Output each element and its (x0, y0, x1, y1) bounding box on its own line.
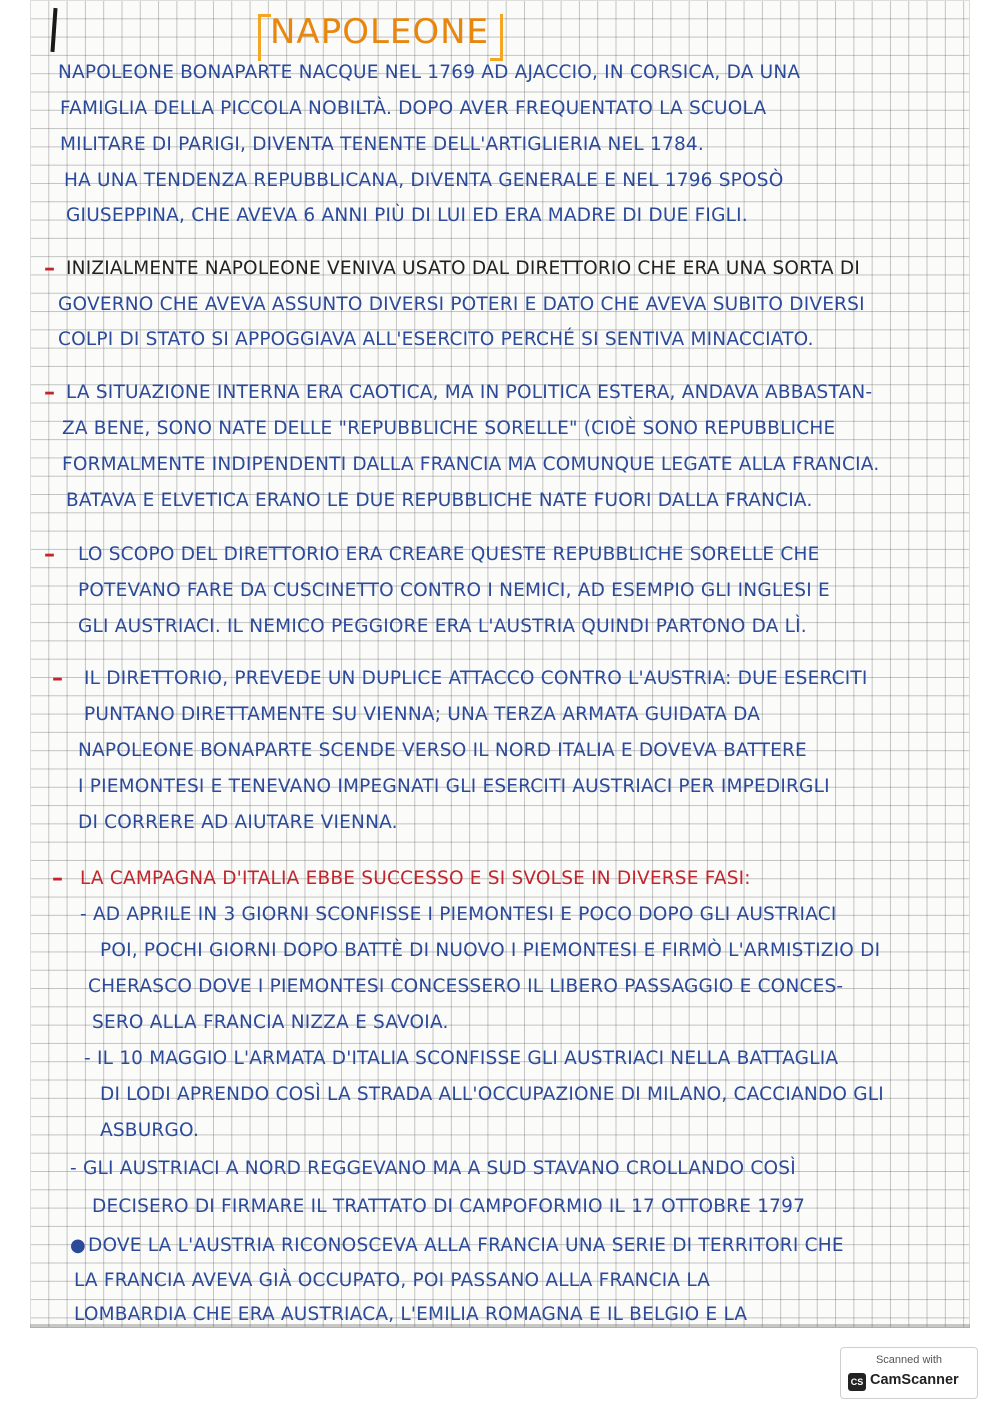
text-line: GIUSEPPINA, CHE AVEVA 6 ANNI PIÙ DI LUI ED ERA MADRE DI DUE FIGLI. (66, 205, 748, 226)
text-line: DECISERO DI FIRMARE IL TRATTATO DI CAMPOFORMIO IL 17 OTTOBRE 1797 (92, 1196, 806, 1217)
page-title: NAPOLEONE (270, 12, 490, 52)
text-line: DI LODI APRENDO COSÌ LA STRADA ALL'OCCUPAZIONE DI MILANO, CACCIANDO GLI (100, 1084, 884, 1105)
text-line: GOVERNO CHE AVEVA ASSUNTO DIVERSI POTERI E DATO CHE AVEVA SUBITO DIVERSI (58, 294, 865, 315)
scanned-with-label: Scanned with (875, 1354, 943, 1366)
text-line: POI, POCHI GIORNI DOPO BATTÈ DI NUOVO I PIEMONTESI E FIRMÒ L'ARMISTIZIO DI (100, 940, 881, 961)
text-line: - GLI AUSTRIACI A NORD REGGEVANO MA A SUD STAVANO CROLLANDO COSÌ (70, 1158, 796, 1179)
text-line: INIZIALMENTE NAPOLEONE VENIVA USATO DAL DIRETTORIO CHE ERA UNA SORTA DI (66, 258, 860, 279)
text-line: ASBURGO. (100, 1120, 200, 1141)
title-bracket-right (490, 14, 503, 61)
section-bullet: – (44, 256, 55, 281)
text-line: FORMALMENTE INDIPENDENTI DALLA FRANCIA MA COMUNQUE LEGATE ALLA FRANCIA. (62, 454, 880, 475)
text-line: NAPOLEONE BONAPARTE SCENDE VERSO IL NORD ITALIA E DOVEVA BATTERE (78, 740, 807, 761)
text-line: HA UNA TENDENZA REPUBBLICANA, DIVENTA GENERALE E NEL 1796 SPOSÒ (64, 170, 784, 191)
text-line: BATAVA E ELVETICA ERANO LE DUE REPUBBLICHE NATE FUORI DALLA FRANCIA. (66, 490, 813, 511)
text-line: COLPI DI STATO SI APPOGGIAVA ALL'ESERCITO PERCHÉ SI SENTIVA MINACCIATO. (58, 329, 814, 350)
text-line: - IL 10 MAGGIO L'ARMATA D'ITALIA SCONFISSE GLI AUSTRIACI NELLA BATTAGLIA (84, 1048, 839, 1069)
camscanner-brand: CamScanner (870, 1372, 959, 1388)
text-line: NAPOLEONE BONAPARTE NACQUE NEL 1769 AD AJACCIO, IN CORSICA, DA UNA (58, 62, 801, 83)
text-line: LA SITUAZIONE INTERNA ERA CAOTICA, MA IN POLITICA ESTERA, ANDAVA ABBASTAN- (66, 382, 873, 403)
text-line: DI CORRERE AD AIUTARE VIENNA. (78, 812, 398, 833)
text-line: PUNTANO DIRETTAMENTE SU VIENNA; UNA TERZA ARMATA GUIDATA DA (84, 704, 761, 725)
text-line: CHERASCO DOVE I PIEMONTESI CONCESSERO IL LIBERO PASSAGGIO E CONCES- (88, 976, 844, 997)
text-line: I PIEMONTESI E TENEVANO IMPEGNATI GLI ESERCITI AUSTRIACI PER IMPEDIRGLI (78, 776, 830, 797)
text-line: GLI AUSTRIACI. IL NEMICO PEGGIORE ERA L'AUSTRIA QUINDI PARTONO DA LÌ. (78, 616, 807, 637)
text-line: IL DIRETTORIO, PREVEDE UN DUPLICE ATTACCO CONTRO L'AUSTRIA: DUE ESERCITI (84, 668, 868, 689)
text-line: POTEVANO FARE DA CUSCINETTO CONTRO I NEMICI, AD ESEMPIO GLI INGLESI E (78, 580, 830, 601)
text-line: LO SCOPO DEL DIRETTORIO ERA CREARE QUESTE REPUBBLICHE SORELLE CHE (78, 544, 820, 565)
title-block (270, 8, 489, 60)
sub-bullet-dot: ● (70, 1235, 86, 1256)
text-line: LOMBARDIA CHE ERA AUSTRIACA, L'EMILIA ROMAGNA E IL BELGIO E LA (74, 1304, 748, 1325)
section-bullet: – (52, 666, 63, 691)
text-line: FAMIGLIA DELLA PICCOLA NOBILTÀ. DOPO AVER FREQUENTATO LA SCUOLA (60, 98, 767, 119)
text-line: - AD APRILE IN 3 GIORNI SCONFISSE I PIEMONTESI E POCO DOPO GLI AUSTRIACI (80, 904, 837, 925)
section-bullet: – (52, 866, 63, 891)
text-line: ZA BENE, SONO NATE DELLE "REPUBBLICHE SORELLE" (CIOÈ SONO REPUBBLICHE (62, 418, 836, 439)
section-heading: LA CAMPAGNA D'ITALIA EBBE SUCCESSO E SI SVOLSE IN DIVERSE FASI: (80, 868, 751, 889)
text-line: SERO ALLA FRANCIA NIZZA E SAVOIA. (92, 1012, 449, 1033)
text-line: LA FRANCIA AVEVA GIÀ OCCUPATO, POI PASSANO ALLA FRANCIA LA (74, 1270, 711, 1291)
section-bullet: – (44, 542, 55, 567)
text-line: DOVE LA L'AUSTRIA RICONOSCEVA ALLA FRANCIA UNA SERIE DI TERRITORI CHE (88, 1235, 844, 1256)
camscanner-watermark (840, 1347, 978, 1399)
section-bullet: – (44, 380, 55, 405)
title-bracket-left (258, 14, 271, 61)
camscanner-logo-icon: CS (848, 1373, 866, 1391)
text-line: MILITARE DI PARIGI, DIVENTA TENENTE DELL'ARTIGLIERIA NEL 1784. (60, 134, 704, 155)
